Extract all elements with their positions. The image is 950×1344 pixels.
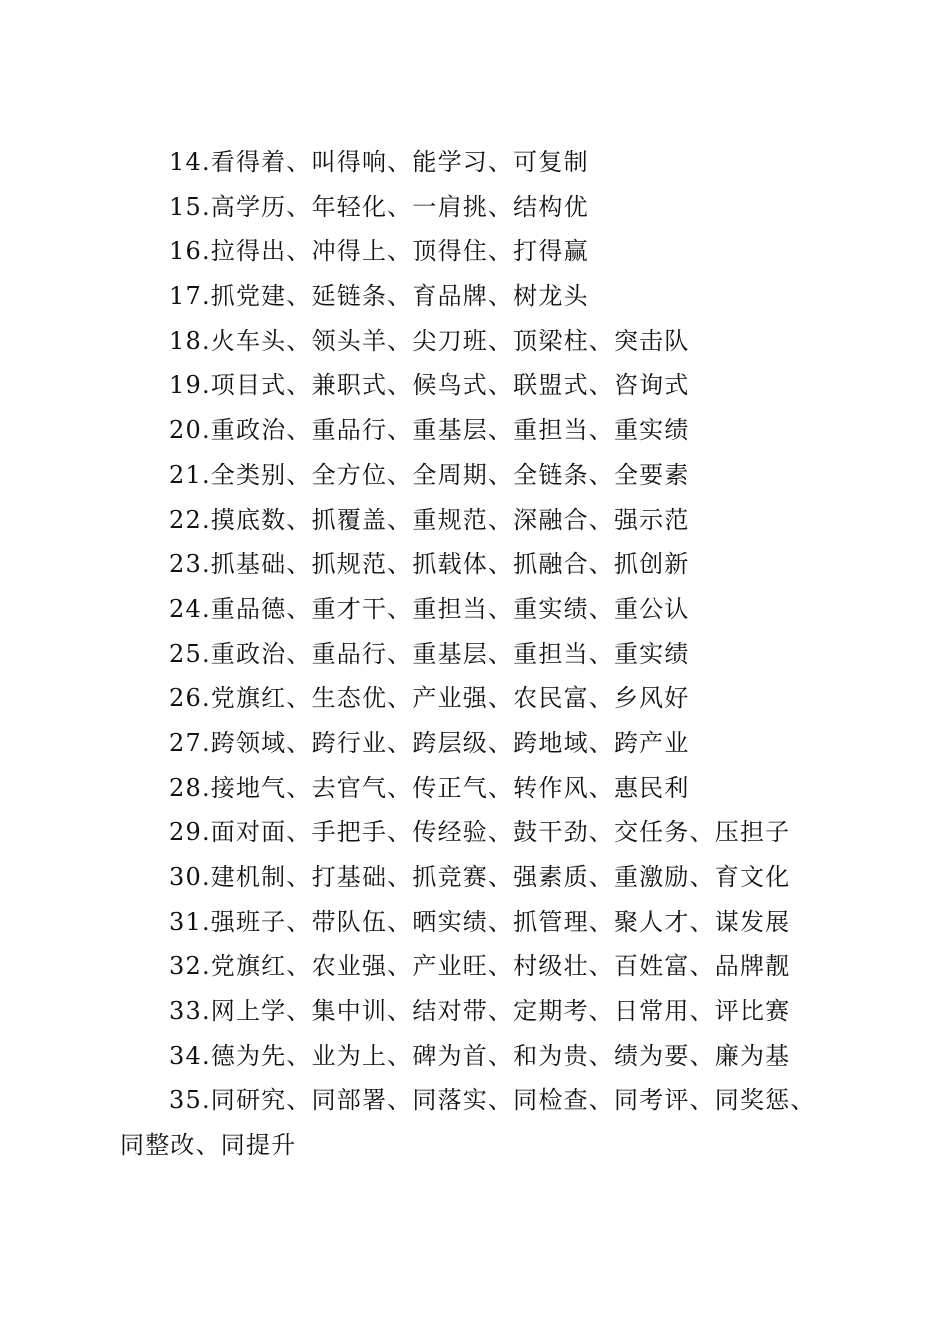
list-item: 20.重政治、重品行、重基层、重担当、重实绩 xyxy=(169,416,690,445)
list-item: 27.跨领域、跨行业、跨层级、跨地域、跨产业 xyxy=(169,728,690,757)
list-item: 32.党旗红、农业强、产业旺、村级壮、百姓富、品牌靓 xyxy=(169,952,791,981)
list-item: 15.高学历、年轻化、一肩挑、结构优 xyxy=(169,192,589,221)
list-item: 34.德为先、业为上、碑为首、和为贵、绩为要、廉为基 xyxy=(169,1041,791,1070)
list-item: 31.强班子、带队伍、晒实绩、抓管理、聚人才、谋发展 xyxy=(169,907,791,936)
list-item: 29.面对面、手把手、传经验、鼓干劲、交任务、压担子 xyxy=(169,818,791,847)
list-item: 26.党旗红、生态优、产业强、农民富、乡风好 xyxy=(169,684,690,713)
list-item: 30.建机制、打基础、抓竞赛、强素质、重激励、育文化 xyxy=(169,863,791,891)
list-item: 33.网上学、集中训、结对带、定期考、日常用、评比赛 xyxy=(169,997,791,1026)
document-body xyxy=(120,140,840,1168)
list-item: 25.重政治、重品行、重基层、重担当、重实绩 xyxy=(169,639,690,668)
list-item: 35.同研究、同部署、同落实、同检查、同考评、同奖惩、同整改、同提升 xyxy=(120,1086,816,1160)
list-item: 14.看得着、叫得响、能学习、可复制 xyxy=(169,148,589,176)
list-item: 16.拉得出、冲得上、顶得住、打得赢 xyxy=(169,237,589,266)
list-item: 23.抓基础、抓规范、抓载体、抓融合、抓创新 xyxy=(169,550,690,579)
list-item: 17.抓党建、延链条、育品牌、树龙头 xyxy=(169,282,589,311)
list-item: 24.重品德、重才干、重担当、重实绩、重公认 xyxy=(169,594,690,623)
list-item: 19.项目式、兼职式、候鸟式、联盟式、咨询式 xyxy=(169,371,690,400)
list-item: 28.接地气、去官气、传正气、转作风、惠民利 xyxy=(169,773,690,802)
list-item: 22.摸底数、抓覆盖、重规范、深融合、强示范 xyxy=(169,505,690,534)
list-item: 21.全类别、全方位、全周期、全链条、全要素 xyxy=(169,460,690,489)
list-item: 18.火车头、领头羊、尖刀班、顶梁柱、突击队 xyxy=(169,326,690,355)
